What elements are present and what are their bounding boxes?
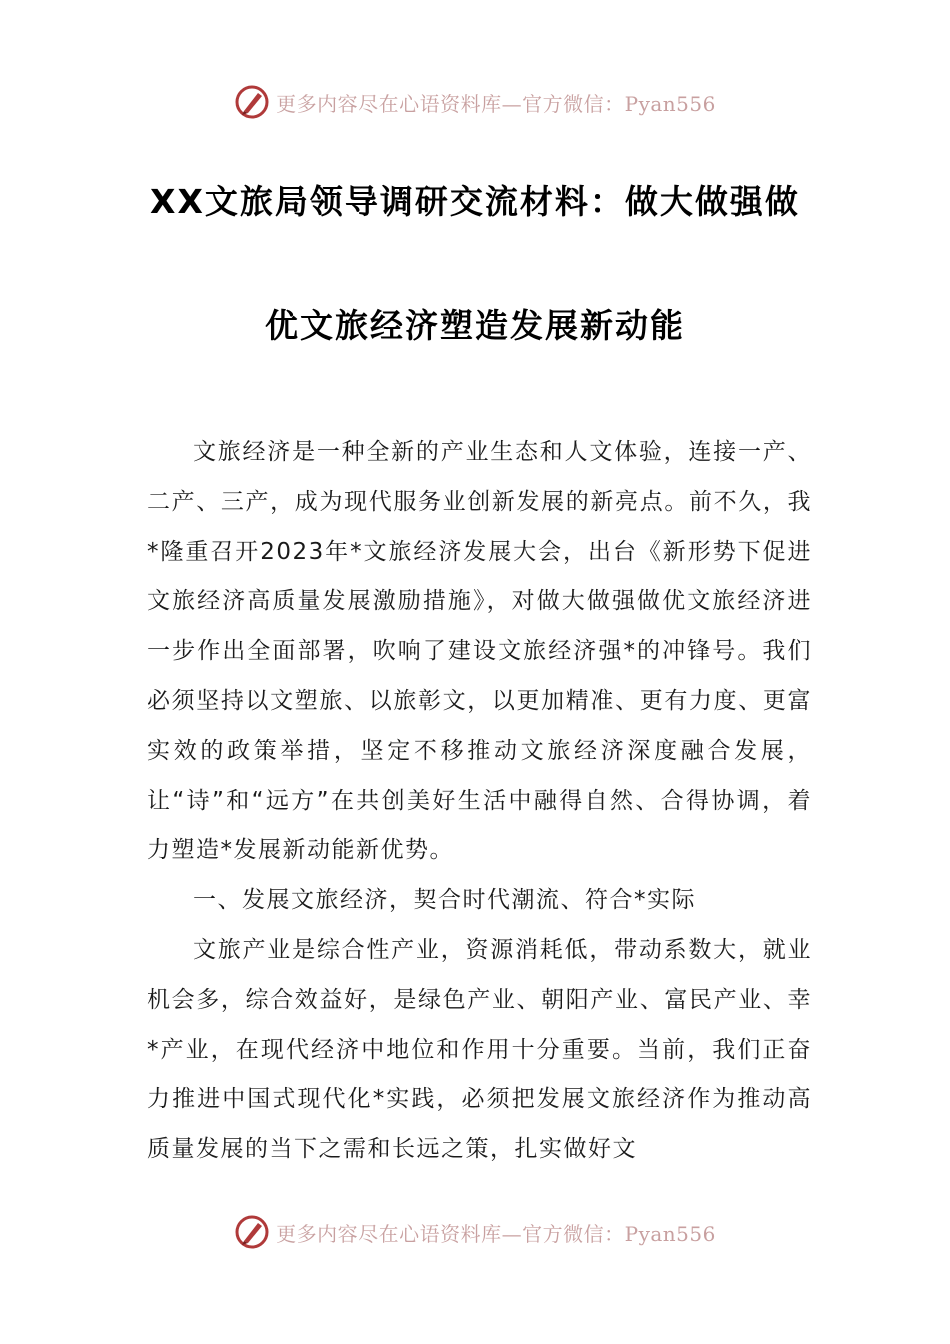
watermark-header xyxy=(0,80,950,124)
document-title-line-1: XX文旅局领导调研交流材料：做大做强做 xyxy=(150,182,800,221)
paragraph: 文旅经济是一种全新的产业生态和人文体验，连接一产、二产、三产，成为现代服务业创新发展的新亮点。前不久，我*隆重召开2023年*文旅经济发展大会，出台《新形势下促进文旅经济高质量发展激励措施》，对做大做强做优文旅经济进一步作出全面部署，吹响了建设文旅经济强*的冲锋号。我们必须坚持以文塑旅、以旅彰文，以更加精准、更有力度、更富实效的政策举措，坚定不移推动文旅经济深度融合发展，让“诗”和“远方”在共创美好生活中融得自然、合得协调，着力塑造*发展新动能新优势。 xyxy=(147,439,812,864)
pen-logo-icon xyxy=(234,84,270,120)
watermark-text: 更多内容尽在心语资料库—官方微信：Pyan556 xyxy=(276,91,716,116)
document-title-line-2: 优文旅经济塑造发展新动能 xyxy=(265,306,685,345)
section-heading: 一、发展文旅经济，契合时代潮流、符合*实际 xyxy=(193,887,696,914)
watermark-text: 更多内容尽在心语资料库—官方微信：Pyan556 xyxy=(276,1221,716,1246)
watermark-footer xyxy=(0,1210,950,1254)
pen-logo-icon xyxy=(234,1214,270,1250)
document-body xyxy=(147,428,812,1175)
paragraph: 文旅产业是综合性产业，资源消耗低，带动系数大，就业机会多，综合效益好，是绿色产业、朝阳产业、富民产业、幸*产业，在现代经济中地位和作用十分重要。当前，我们正奋力推进中国式现代化*实践，必须把发展文旅经济作为推动高质量发展的当下之需和长远之策，扎实做好文 xyxy=(147,936,812,1163)
